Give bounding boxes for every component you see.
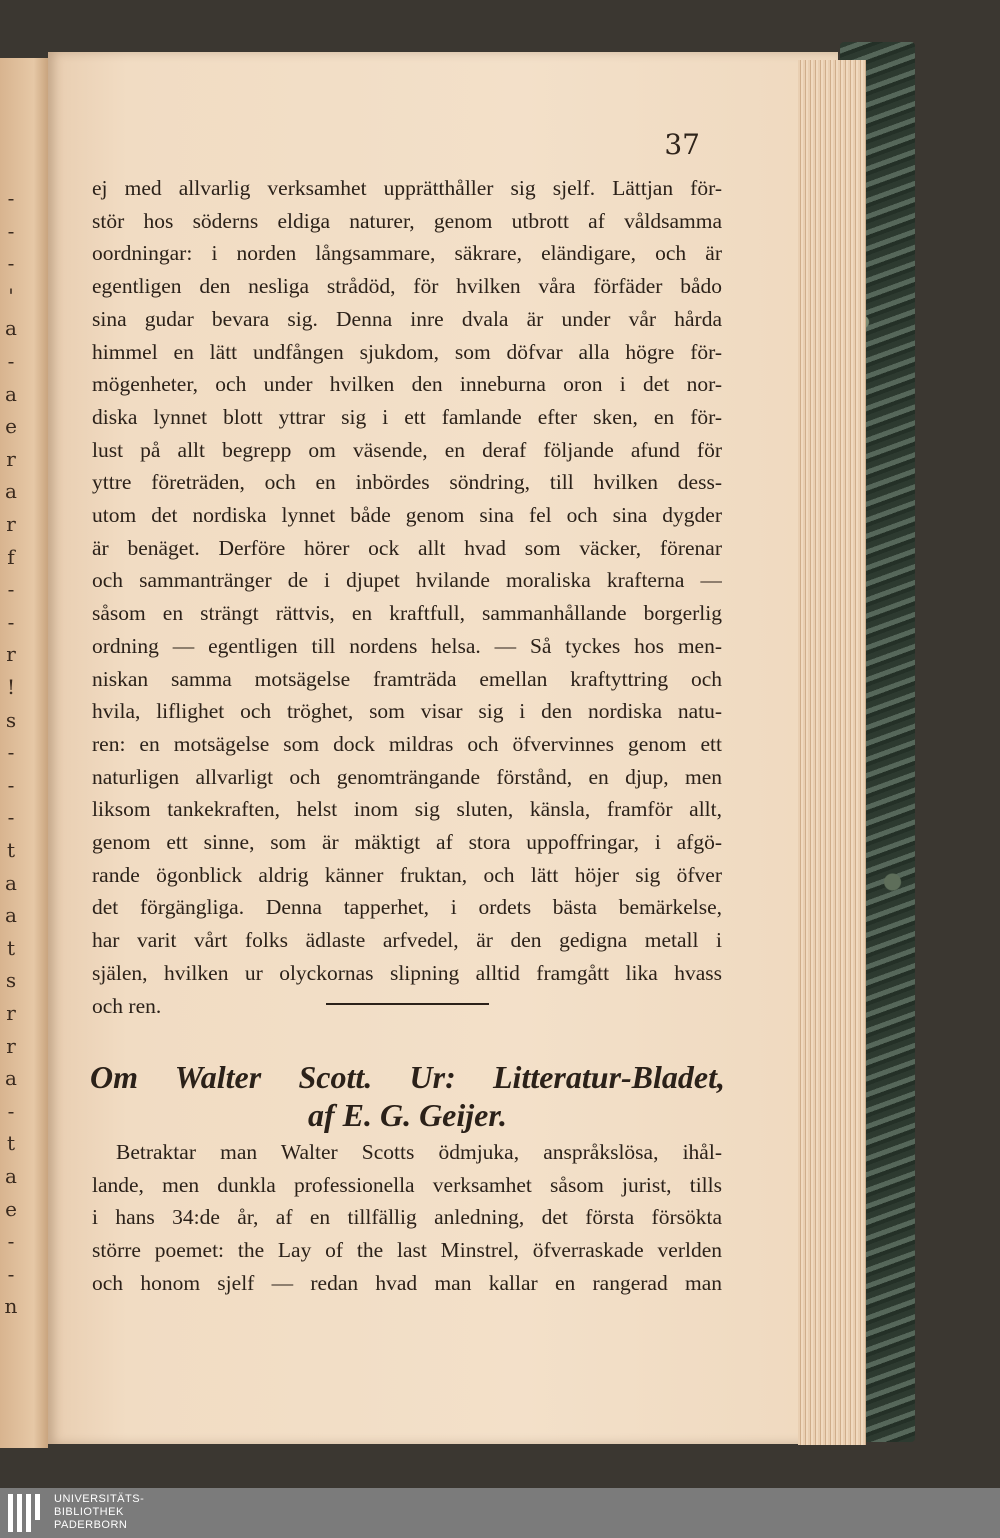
left-margin-letter: r xyxy=(6,642,16,667)
left-margin-letter: ! xyxy=(6,675,16,699)
text-line: är benäget. Derföre hörer ock allt hvad som väcker, förenar xyxy=(92,535,722,560)
section-heading xyxy=(90,1058,725,1134)
left-margin-letter: a xyxy=(5,316,17,341)
text-line: själen, hvilken ur olyckornas slipning alltid framgått lika hvass xyxy=(92,960,722,985)
text-line: genom ett sinne, som är mäktigt af stora uppoffringar, i afgö- xyxy=(92,830,722,855)
text-line: diska lynnet blott yttrar sig i ett famlande efter sken, en för- xyxy=(92,404,722,429)
left-margin-letter: e xyxy=(5,1196,17,1221)
left-margin-letter: - xyxy=(7,349,15,373)
left-margin-letter: - xyxy=(7,1098,15,1123)
text-line: lande, men dunkla professionella verksamhet såsom jurist, tills xyxy=(92,1172,722,1197)
left-margin-letter: r xyxy=(6,446,16,471)
text-line: ej med allvarlig verksamhet upprätthåller sig sjelf. Lättjan för- xyxy=(92,176,722,200)
left-margin-letter: r xyxy=(6,1001,16,1025)
left-margin-letter: t xyxy=(6,1131,16,1156)
text-line: lust på allt begrepp om väsende, en deraf följande afund för xyxy=(92,437,722,462)
left-margin-letter: ' xyxy=(8,283,14,308)
text-line: och ren. xyxy=(92,993,162,1018)
text-line: rande ögonblick aldrig känner fruktan, och lätt höjer sig öfver xyxy=(92,862,722,887)
text-line: Betraktar man Walter Scotts ödmjuka, anspråkslösa, ihål- xyxy=(116,1140,722,1164)
text-line: stör hos söderns eldiga naturer, genom utbrott af våldsamma xyxy=(92,208,722,233)
text-line: sina gudar bevara sig. Denna inre dvala är under vår hårda xyxy=(92,306,722,331)
logo-line-3: PADERBORN xyxy=(54,1519,128,1531)
left-margin-letter: - xyxy=(7,1229,15,1254)
left-margin-letter: - xyxy=(7,609,15,634)
page-edges xyxy=(798,60,866,1445)
left-margin-letter: a xyxy=(5,1066,17,1091)
left-margin-letter: a xyxy=(5,381,17,406)
text-line: egentligen den nesliga strådöd, för hvilken våra förfäder bådo xyxy=(92,274,722,299)
text-line: oordningar: i norden långsammare, säkrare, eländigare, och är xyxy=(92,241,722,266)
left-margin-letter: t xyxy=(6,935,16,960)
section-divider xyxy=(326,1003,489,1005)
text-line: yttre företräden, och en inbördes söndring, till hvilken dess- xyxy=(92,470,722,495)
left-margin-letter: - xyxy=(7,805,15,830)
text-line: det förgängliga. Denna tapperhet, i ordets bästa bemärkelse, xyxy=(92,895,722,920)
left-margin-letter: a xyxy=(5,1164,17,1188)
left-margin-letter: r xyxy=(6,512,16,536)
text-line: större poemet: the Lay of the last Minstrel, öfverraskade verlden xyxy=(92,1238,722,1263)
left-margin-letter: a xyxy=(5,870,17,895)
text-line: och sammantränger de i djupet hvilande moraliska krafterna — xyxy=(92,568,722,593)
left-margin-letter: s xyxy=(5,968,17,993)
text-line: har varit vårt folks ädlaste arfvedel, är den gedigna metall i xyxy=(92,928,722,953)
text-line: hvila, liflighet och tröghet, som visar sig i den nordiska natu- xyxy=(92,699,722,724)
text-line: ren: en motsägelse som dock mildras och öfvervinnes genom ett xyxy=(92,731,722,756)
left-margin-letter: - xyxy=(7,186,15,210)
left-margin-letter: a xyxy=(5,903,17,928)
footer-bar xyxy=(0,1488,1000,1538)
text-line: utom det nordiska lynnet både genom sina fel och sina dygder xyxy=(92,503,722,528)
heading-line-2: af E. G. Geijer. xyxy=(307,1097,508,1133)
library-logo-text xyxy=(54,1493,144,1532)
left-margin-letter: e xyxy=(5,414,17,439)
text-line: och honom sjelf — redan hvad man kallar en rangerad man xyxy=(92,1270,722,1295)
text-line: i hans 34:de år, af en tillfällig anledning, det första försökta xyxy=(92,1205,722,1230)
heading-line-1: Om Walter Scott. Ur: Litteratur-Bladet, xyxy=(90,1059,725,1095)
text-line: ordning — egentligen till nordens helsa. — Så tyckes hos men- xyxy=(92,633,722,658)
left-margin-letter: t xyxy=(6,838,16,862)
text-line: liksom tankekraften, helst inom sig sluten, känsla, framför allt, xyxy=(92,797,722,822)
left-margin-letter: f xyxy=(7,544,15,569)
library-logo-icon xyxy=(8,1494,46,1534)
body-text xyxy=(92,172,722,1022)
logo-line-2: BIBLIOTHEK xyxy=(54,1506,124,1518)
left-margin-letter: - xyxy=(7,577,15,602)
section-body-text xyxy=(92,1136,722,1300)
left-page xyxy=(0,58,48,1448)
text-line: mögenheter, och under hvilken den inneburna oron i det nor- xyxy=(92,372,722,397)
left-margin-letter: - xyxy=(7,251,15,276)
left-margin-letter: s xyxy=(5,707,17,732)
page-number: 37 xyxy=(664,128,700,161)
text-line: såsom en strängt rättvis, en kraftfull, sammanhållande borgerlig xyxy=(92,601,722,626)
text-line: naturligen allvarligt och genomträngande förstånd, en djup, men xyxy=(92,764,722,789)
text-line: himmel en lätt undfången sjukdom, som döfvar alla högre för- xyxy=(92,339,722,364)
left-margin-letter: - xyxy=(7,740,15,765)
left-margin-letter: n xyxy=(4,1294,18,1319)
left-margin-letter: a xyxy=(5,479,17,504)
left-margin-letter: - xyxy=(7,1261,15,1286)
text-line: niskan samma motsägelse framträda emellan kraftyttring och xyxy=(92,666,722,691)
left-margin-letter: - xyxy=(7,218,15,243)
left-margin-letter: r xyxy=(6,1033,16,1058)
left-margin-letter: - xyxy=(7,772,15,797)
logo-line-1: UNIVERSITÄTS- xyxy=(54,1493,145,1505)
